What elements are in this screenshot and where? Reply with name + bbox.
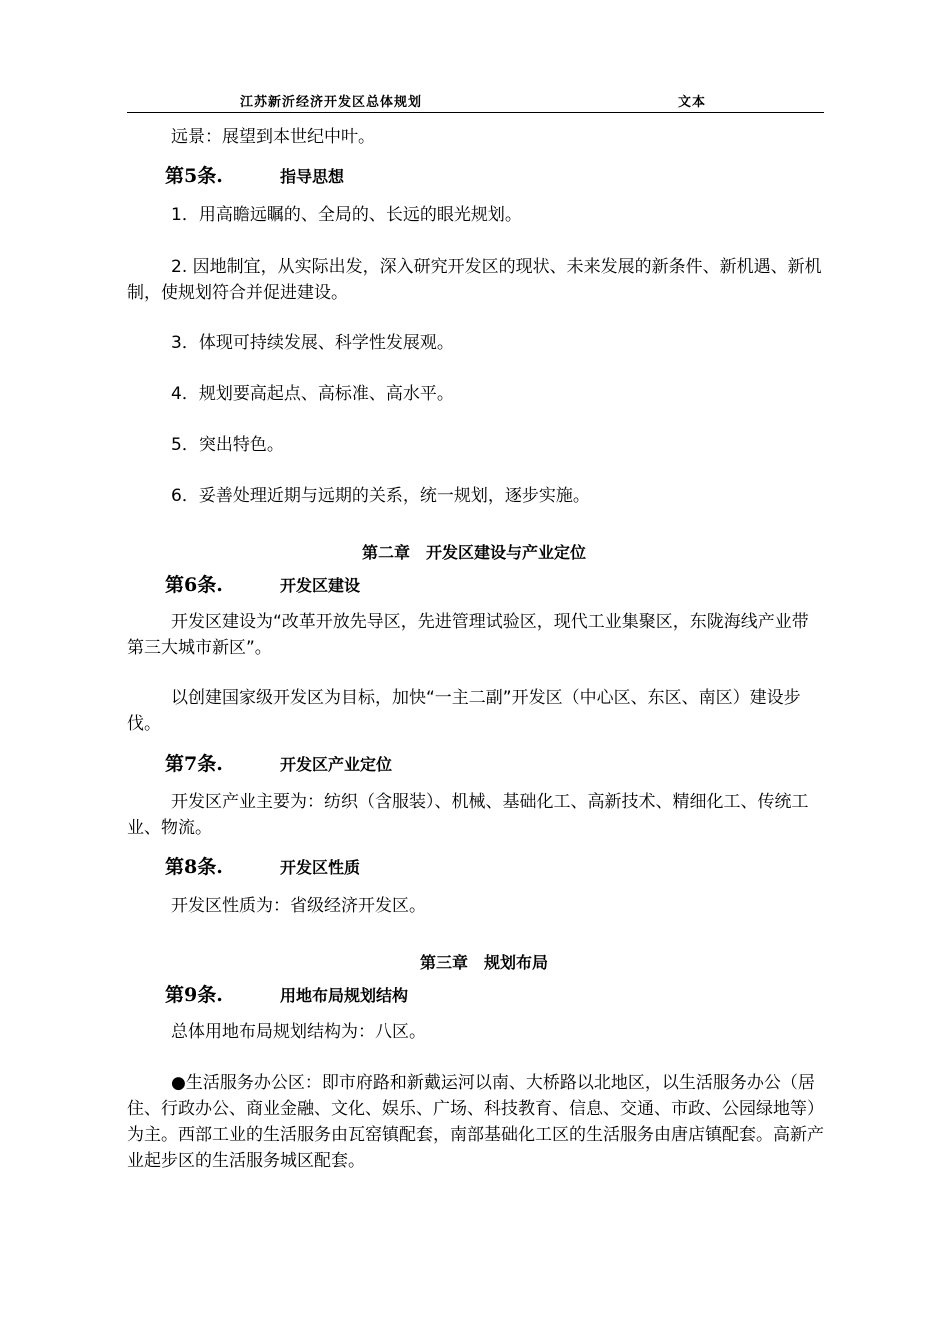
list-item-1: 1．用高瞻远瞩的、全局的、长远的眼光规划。 xyxy=(171,205,522,225)
article-6-paragraph-1: 开发区建设为“改革开放先导区，先进管理试验区，现代工业集聚区，东陇海线产业带第三大城市新区”。 xyxy=(127,612,809,658)
chapter-2-heading: 第二章 开发区建设与产业定位 xyxy=(362,543,587,562)
article-7-heading xyxy=(165,751,392,778)
article-title: 开发区产业定位 xyxy=(280,755,393,774)
article-title: 指导思想 xyxy=(280,167,345,186)
article-title: 开发区性质 xyxy=(280,858,361,877)
article-number: 第7条. xyxy=(165,753,223,775)
header-rule xyxy=(127,112,824,113)
chapter-3-heading: 第三章 规划布局 xyxy=(420,953,549,972)
article-9-paragraph-2: ●生活服务办公区：即市府路和新戴运河以南、大桥路以北地区，以生活服务办公（居住、行政办公、商业金融、文化、娱乐、广场、科技教育、信息、交通、市政、公园绿地等）为主。西部工业的生活服务由瓦窑镇配套，南部基础化工区的生活服务由唐店镇配套。高新产业起步区的生活服务城区配套。 xyxy=(127,1073,824,1171)
article-title: 开发区建设 xyxy=(280,576,361,595)
article-6-heading xyxy=(165,572,360,599)
list-item-2: 2. 因地制宜，从实际出发，深入研究开发区的现状、未来发展的新条件、新机遇、新机制，使规划符合并促进建设。 xyxy=(127,257,822,303)
article-5-heading xyxy=(165,163,344,190)
article-6-paragraph-2: 以创建国家级开发区为目标，加快“一主二副”开发区（中心区、东区、南区）建设步伐。 xyxy=(127,688,801,734)
article-8-paragraph-1: 开发区性质为：省级经济开发区。 xyxy=(171,896,426,916)
article-9-paragraph-1: 总体用地布局规划结构为：八区。 xyxy=(171,1022,426,1042)
article-number: 第8条. xyxy=(165,856,223,878)
list-item-4: 4．规划要高起点、高标准、高水平。 xyxy=(171,384,454,404)
article-7-paragraph-1: 开发区产业主要为：纺织（含服装）、机械、基础化工、高新技术、精细化工、传统工业、物流。 xyxy=(127,792,809,838)
article-9-heading xyxy=(165,982,408,1009)
article-number: 第9条. xyxy=(165,984,223,1006)
article-title: 用地布局规划结构 xyxy=(280,986,409,1005)
article-number: 第6条. xyxy=(165,574,223,596)
list-item-5: 5．突出特色。 xyxy=(171,435,284,455)
list-item-3: 3．体现可持续发展、科学性发展观。 xyxy=(171,333,454,353)
article-8-heading xyxy=(165,854,360,881)
header-title: 江苏新沂经济开发区总体规划 xyxy=(240,95,423,110)
article-number: 第5条. xyxy=(165,165,223,187)
list-item-6: 6．妥善处理近期与远期的关系，统一规划，逐步实施。 xyxy=(171,486,590,506)
vision-paragraph: 远景：展望到本世纪中叶。 xyxy=(171,127,375,147)
header-doc-type: 文本 xyxy=(678,95,707,110)
